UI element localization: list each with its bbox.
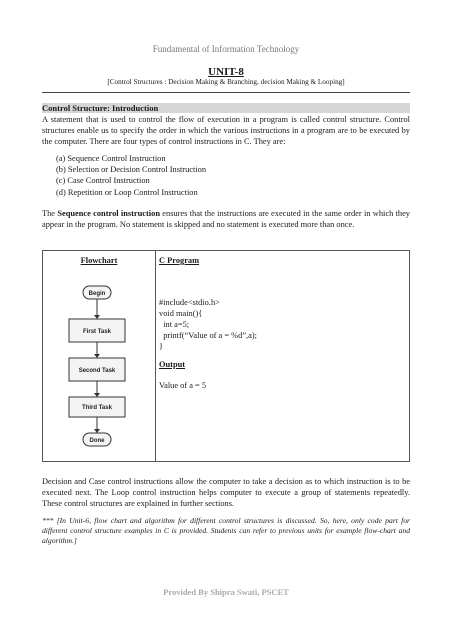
table-column-divider: [155, 251, 156, 461]
intro-paragraph: A statement that is used to control the flow of execution in a program is called control structure. Control structures enable us to specify the order in which the various instructions in a program are to be executed by the computer. There are four types of control instructions in C. They are:: [42, 115, 410, 146]
code-line: }: [159, 342, 164, 351]
program-column-header: C Program: [159, 256, 200, 265]
section-heading: Control Structure: Introduction: [42, 103, 410, 113]
sequence-flowchart: [43, 251, 155, 461]
control-types-list: [56, 153, 206, 198]
output-value: Value of a = 5: [159, 381, 207, 390]
arrow-head-icon: [94, 429, 100, 433]
page-footer: Provided By Shipra Swati, PSCET: [163, 587, 289, 597]
sequence-pre: The: [42, 209, 58, 218]
list-item: (a) Sequence Control Instruction: [56, 154, 166, 163]
list-item: (c) Case Control Instruction: [56, 176, 150, 186]
code-line: #include<stdio.h>: [159, 298, 220, 307]
flow-process-label: Third Task: [82, 405, 112, 411]
arrow-head-icon: [94, 393, 100, 397]
flow-process-label: Second Task: [78, 368, 116, 374]
output-heading: Output: [159, 360, 186, 369]
sequence-term: Sequence control instruction: [57, 209, 160, 218]
unit-note: *** [In Unit-6, flow chart and algorithm for different control structures is discussed. So, here, only code part for different control structure examples in C is provided. Students can refer to previous units for example flow-chart and algorithm.]: [42, 516, 410, 545]
example-table: [42, 250, 410, 462]
header-divider: [42, 92, 410, 93]
flow-end-label: Done: [89, 438, 105, 444]
flow-process-label: First Task: [83, 329, 111, 335]
sequence-post: ensures that the instructions are executed in the same order in which they appear in the program. No statement is skipped and no statement is executed more than once.: [42, 209, 410, 229]
flow-start-label: Begin: [88, 291, 106, 297]
arrow-head-icon: [94, 315, 100, 319]
list-item: (b) Selection or Decision Control Instruction: [56, 165, 207, 175]
unit-title: UNIT-8: [208, 66, 244, 78]
sequence-paragraph: [42, 208, 410, 230]
code-line: printf(“Value of a = %d”,a);: [159, 331, 257, 340]
code-line: void main(){: [159, 309, 203, 318]
c-program-code: [159, 297, 257, 352]
list-item: (d) Repetition or Loop Control Instruction: [56, 187, 198, 197]
code-line: int a=5;: [159, 320, 190, 329]
flowchart-column-header: Flowchart: [80, 256, 118, 265]
running-header: Fundamental of Information Technology: [152, 44, 300, 54]
closing-paragraph: Decision and Case control instructions allow the computer to take a decision as to which instruction is to be executed next. The Loop control instruction helps computer to execute a group of statements repeatedly. These control structures are explained in further sections.: [42, 477, 410, 508]
arrow-head-icon: [94, 354, 100, 358]
unit-subtitle: [Control Structures : Decision Making & Branching, decision Making & Looping]: [107, 78, 345, 86]
